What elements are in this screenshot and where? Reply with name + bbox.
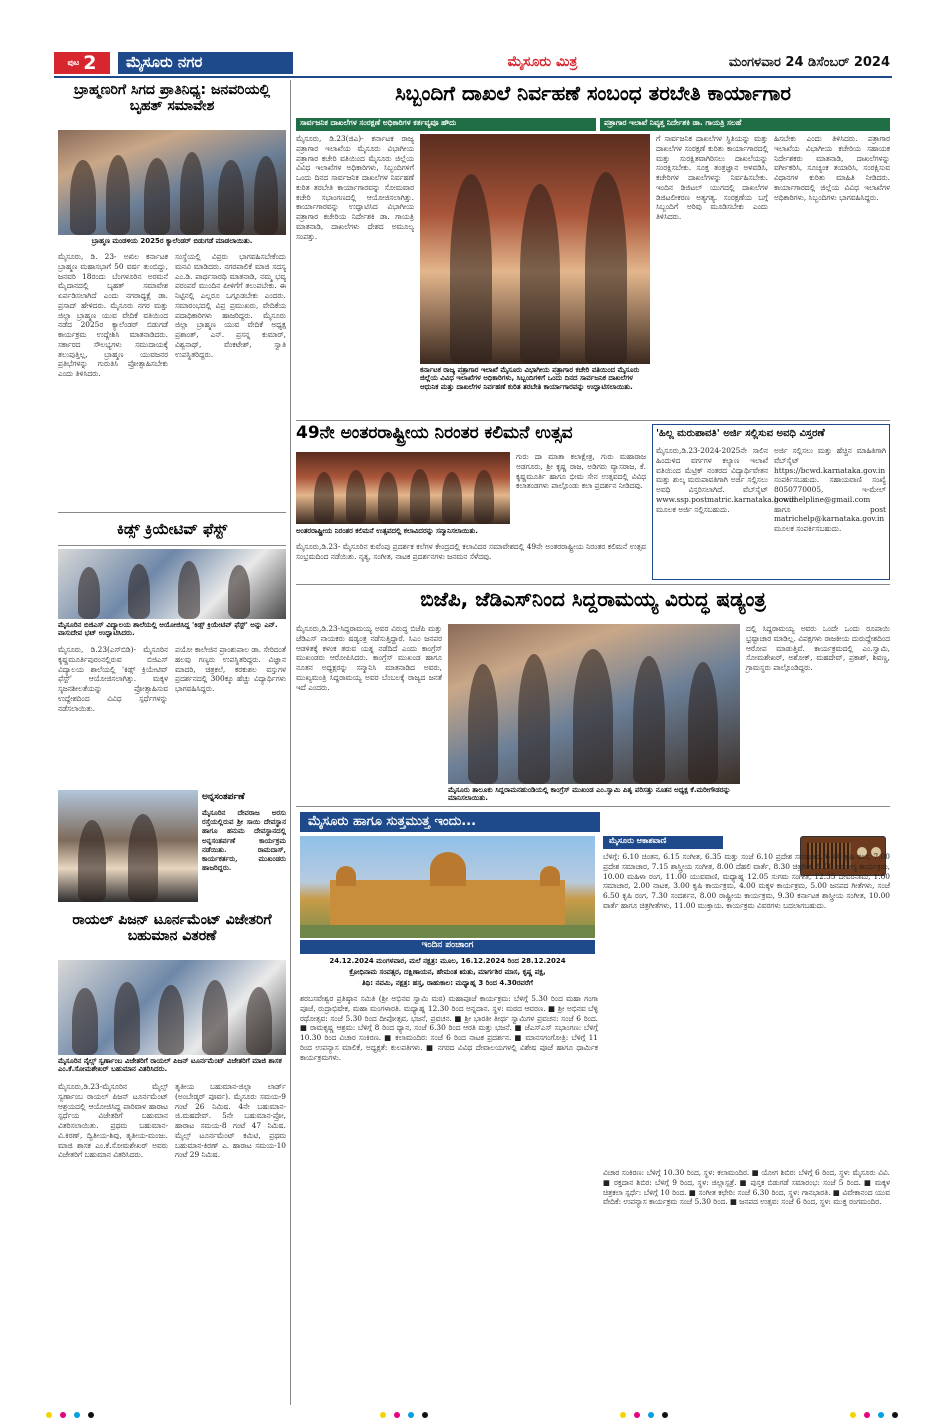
story3-headline: 49ನೇ ಅಂತರರಾಷ್ಟ್ರೀಯ ನಿರಂತರ ಕಲಿಮನೆ ಉತ್ಸವ: [296, 423, 573, 443]
story8-headline: ಬಿಜೆಪಿ, ಜೆಡಿಎಸ್‌ನಿಂದ ಸಿದ್ದರಾಮಯ್ಯ ವಿರುದ್ಧ ಷಡ್ಯಂತ್ರ: [420, 587, 766, 611]
issue-date: ಮಂಗಳವಾರ 24 ಡಿಸೆಂಬರ್ 2024: [728, 54, 890, 70]
divider: [296, 584, 890, 585]
panchanga-line1: 24.12.2024 ಮಂಗಳವಾರ, ಮಲೆ ನಕ್ಷತ್ರ: ಮೂಲ, 16.12.2024 ರಿಂದ 28.12.2024: [329, 957, 566, 965]
story2-col1: ಮೈಸೂರು, ಡಿ.23(ಜಿಎ)- ಕರ್ನಾಟಕ ರಾಜ್ಯ ಪತ್ರಾಗಾರ ಇಲಾಖೆಯ ಮೈಸೂರು ವಿಭಾಗೀಯ ಪತ್ರಾಗಾರ ಕಚೇರಿ ವತಿಯಿಂದ ಮೈಸೂರು ಜಿಲ್ಲೆಯ ವಿವಿಧ ಇಲಾಖೆಗಳ ಅಧಿಕಾರಿಗಳು, ಸಿಬ್ಬಂದಿಗಳಿಗೆ ಒಂದು ದಿನದ ಸಾರ್ವಜನಿಕ ದಾಖಲೆಗಳ ನಿರ್ವಹಣೆ ಕುರಿತ ತರಬೇತಿ ಕಾರ್ಯಾಗಾರವನ್ನು ಸೋಮವಾರ ಕಚೇರಿ ಸಭಾಂಗಣದಲ್ಲಿ ಆಯೋಜಿಸಲಾಗಿತ್ತು. ಕಾರ್ಯಾಗಾರವನ್ನು ಉದ್ಘಾಟಿಸಿದ ವಿಭಾಗೀಯ ಪತ್ರಾಗಾರ ಕಚೇರಿಯ ನಿರ್ದೇಶಕಿ ಡಾ. ಗಾಯತ್ರಿ ಮಾತನಾಡಿ, ದಾಖಲೆಗಳು ದೇಶದ ಅಮೂಲ್ಯ ಸಂಪತ್ತು.: [296, 134, 414, 241]
today-bottom-right: ವಿಚಾರ ಸಂಕಿರಣ: ಬೆಳಿಗ್ಗೆ 10.30 ರಿಂದ, ಸ್ಥಳ: ಕಲಾಮಂದಿರ. ■ ಯೋಗ ಶಿಬಿರ: ಬೆಳಿಗ್ಗೆ 6 ರಿಂದ, ಸ್ಥಳ: ಮೈಸೂರು ವಿವಿ. ■ ರಕ್ತದಾನ ಶಿಬಿರ: ಬೆಳಿಗ್ಗೆ 9 ರಿಂದ, ಸ್ಥಳ: ಜಿಲ್ಲಾಸ್ಪತ್ರೆ. ■ ಪುಸ್ತಕ ಬಿಡುಗಡೆ ಸಮಾರಂಭ: ಸಂಜೆ 5 ರಿಂದ. ■ ಮಕ್ಕಳ ಚಿತ್ರಕಲಾ ಸ್ಪರ್ಧೆ: ಬೆಳಿಗ್ಗೆ 10 ರಿಂದ. ■ ಸಂಗೀತ ಕಛೇರಿ: ಸಂಜೆ 6.30 ರಿಂದ, ಸ್ಥಳ: ಗಾನಭಾರತಿ. ■ ವಿವೇಕಾನಂದ ಯುವ ವೇದಿಕೆ: ಉಪನ್ಯಾಸ ಕಾರ್ಯಕ್ರಮ ಸಂಜೆ 5.30 ರಿಂದ. ■ ಜನಪದ ಉತ್ಸವ: ಸಂಜೆ 6 ರಿಂದ, ಸ್ಥಳ: ಮುಕ್ತ ರಂಗಮಂದಿರ.: [603, 1168, 890, 1207]
page-number: 2: [83, 51, 97, 74]
story3-col1: ಗುರು ದಾ ಮಾತಾ ಕಲಾಕ್ಷೇತ್ರ, ಗುರು ಮಹಾರಾಜ ಅಡಗೂರು, ಶ್ರೀ ಕೃಷ್ಣ ರಾಜ, ಅಡಿಗರು ವ್ಯಾಸರಾಜ, ಕೆ. ಕೃಷ್ಣಮೂರ್ತಿ ಹಾಗೂ ಭೀಮ ಸೇನ ಉತ್ಸವದಲ್ಲಿ ವಿವಿಧ ಕಲಾತಂಡಗಳು ಪಾಲ್ಗೊಂಡು ಕಲಾ ಪ್ರದರ್ಶನ ನೀಡಿದವು.: [516, 452, 646, 491]
story6-body: ಮೈಸೂರಿನ ದೇವರಾಜ ಅರಸು ರಸ್ತೆಯಲ್ಲಿರುವ ಶ್ರೀ ಸಾಯಿ ದೇವಸ್ಥಾನ ಹಾಗೂ ಹನುಮ ದೇವಸ್ಥಾನದಲ್ಲಿ ಅನ್ನಸಂತರ್ಪಣೆ ಕಾರ್ಯಕ್ರಮ ನಡೆಯಿತು. ರಾಮದಾಸ್, ಕಾರ್ಯಕರ್ತರು, ಮುಖಂಡರು ಹಾಜರಿದ್ದರು.: [202, 808, 286, 873]
story5-headline: ಕಿಡ್ಸ್ ಕ್ರಿಯೇಟಿವ್ ಫೆಸ್ಟ್: [58, 512, 286, 546]
story7-headline: ರಾಯಲ್ ಪಿಜನ್ ಟೂರ್ನಮೆಂಟ್ ವಿಜೇತರಿಗೆ ಬಹುಮಾನ ವಿತರಣೆ: [72, 912, 272, 945]
story4-col1: ಮೈಸೂರು,ಡಿ.23-2024-2025ನೇ ಸಾಲಿನ ಹಿಂದುಳಿದ ವರ್ಗಗಳ ಕಲ್ಯಾಣ ಇಲಾಖೆ ವತಿಯಿಂದ ಮೆಟ್ರಿಕ್ ನಂತರದ ವಿದ್ಯಾರ್ಥಿವೇತನ ಮತ್ತು ಶುಲ್ಕ ಮರುಪಾವತಿಗಾಗಿ ಅರ್ಜಿ ಸಲ್ಲಿಸಲು ಅವಧಿ ವಿಸ್ತರಿಸಲಾಗಿದೆ. ವೆಬ್‌ಸೈಟ್ www.ssp.postmatric.karnataka.gov.in ಮೂಲಕ ಅರ್ಜಿ ಸಲ್ಲಿಸಬಹುದು.: [656, 446, 796, 514]
page-number-badge: [54, 52, 110, 74]
radio-title: ಮೈಸೂರು ಆಕಾಶವಾಣಿ: [603, 836, 723, 849]
story7-caption: ಮೈಸೂರಿನ ನೈಲ್ಸ್ ಸ್ವರ್ಣಾಂಬ ವಿಜೇತರಿಗೆ ರಾಯಲ್ ಪಿಜನ್ ಟೂರ್ನಮೆಂಟ್ ವಿಜೇತರಿಗೆ ಮಾಜಿ ಶಾಸಕ ಎಂ.ಕೆ.ಸೋಮಶೇಖರ್ ಬಹುಮಾನ ವಿತರಿಸಿದರು.: [58, 1057, 282, 1074]
today-events: ಶರಬಸವೇಶ್ವರ ಪ್ರತಿಷ್ಠಾನ ಸಮಿತಿ (ಶ್ರೀ ಅಭಿನವ ಸ್ವಾಮಿ ಮಠ) ಮಹಾಪೂಜೆ ಕಾರ್ಯಕ್ರಮ: ಬೆಳಿಗ್ಗೆ 5.30 ರಿಂದ ಮಹಾ ಗಂಗಾ ಪೂಜೆ, ರುದ್ರಾಭಿಷೇಕ, ಮಹಾ ಮಂಗಳಾರತಿ. ಮಧ್ಯಾಹ್ನ 12.30 ರಿಂದ ಅನ್ನದಾನ. ಸ್ಥಳ: ಮಠದ ಆವರಣ. ■ ಶ್ರೀ ಅಭಿನವ ಬೆಳ್ಳಿ ರಥೋತ್ಸವ: ಸಂಜೆ 5.30 ರಿಂದ ದೀಪೋತ್ಸವ, ಭಜನೆ, ಪ್ರವಚನ. ■ ಶ್ರೀ ಭಾರತೀ ತೀರ್ಥ ಸ್ವಾಮಿಗಳ ಪ್ರವಚನ: ಸಂಜೆ 6 ರಿಂದ. ■ ರಾಮಕೃಷ್ಣ ಆಶ್ರಮ: ಬೆಳಿಗ್ಗೆ 8 ರಿಂದ ಧ್ಯಾನ, ಸಂಜೆ 6.30 ರಿಂದ ಆರತಿ ಮತ್ತು ಭಜನೆ. ■ ಜೆಎಸ್‌ಎಸ್ ಸಭಾಂಗಣ: ಬೆಳಿಗ್ಗೆ 10.30 ರಿಂದ ವಿಚಾರ ಸಂಕಿರಣ. ■ ಕಲಾಮಂದಿರ: ಸಂಜೆ 6 ರಿಂದ ನಾಟಕ ಪ್ರದರ್ಶನ. ■ ಮಾನಸಗಂಗೋತ್ರಿ: ಬೆಳಿಗ್ಗೆ 11 ರಿಂದ ಉಪನ್ಯಾಸ ಮಾಲಿಕೆ, ಅಧ್ಯಕ್ಷತೆ: ಕುಲಪತಿಗಳು. ■ ನಗರದ ವಿವಿಧ ದೇವಾಲಯಗಳಲ್ಲಿ ವಿಶೇಷ ಪೂಜೆ ಹಾಗೂ ಧಾರ್ಮಿಕ ಕಾರ್ಯಕ್ರಮಗಳು.: [300, 994, 598, 1062]
panchanga-line3: ತಿಥಿ: ನವಮಿ, ನಕ್ಷತ್ರ: ಹಸ್ತ, ರಾಹುಕಾಲ: ಮಧ್ಯಾಹ್ನ 3 ರಿಂದ 4.30ರವರೆಗೆ: [362, 979, 533, 987]
header-rule: [54, 76, 892, 78]
story7-photo: [58, 960, 286, 1055]
print-registration-dots: [0, 1410, 945, 1420]
story5-col2: ಪಯೋ ಕಾಲೇಜಿನ ಪ್ರಾಂಶುಪಾಲ ಡಾ. ಸೇರಿದಂತೆ ಹಲವು ಗಣ್ಯರು ಉಪಸ್ಥಿತರಿದ್ದರು. ವಿಜ್ಞಾನ ಮಾದರಿ, ಚಿತ್ರಕಲೆ, ಕರಕುಶಲ ವಸ್ತುಗಳ ಪ್ರದರ್ಶನದಲ್ಲಿ 300ಕ್ಕೂ ಹೆಚ್ಚು ವಿದ್ಯಾರ್ಥಿಗಳು ಭಾಗವಹಿಸಿದ್ದರು.: [175, 645, 286, 694]
story8-col1: ಮೈಸೂರು,ಡಿ.23-ಸಿದ್ದರಾಮಯ್ಯ ಅವರ ವಿರುದ್ಧ ಬಿಜೆಪಿ ಮತ್ತು ಜೆಡಿಎಸ್ ನಾಯಕರು ಷಡ್ಯಂತ್ರ ನಡೆಸುತ್ತಿದ್ದಾರೆ. ಸಿಎಂ ಜನಪರ ಆಡಳಿತಕ್ಕೆ ಕಳಂಕ ತರುವ ಯತ್ನ ನಡೆದಿದೆ ಎಂದು ಕಾಂಗ್ರೆಸ್ ಮುಖಂಡರು ಆರೋಪಿಸಿದರು. ಕಾಂಗ್ರೆಸ್ ಮುಖಂಡ ಹಾಗೂ ನೂತನ ಅಧ್ಯಕ್ಷರನ್ನು ಸನ್ಮಾನಿಸಿ ಮಾತನಾಡಿದ ಅವರು, ಮುಖ್ಯಮಂತ್ರಿ ಸಿದ್ದರಾಮಯ್ಯ ಅವರ ಬೆಂಬಲಕ್ಕೆ ರಾಜ್ಯದ ಜನತೆ ಇದೆ ಎಂದರು.: [296, 624, 442, 692]
section-title: ಮೈಸೂರು ನಗರ: [118, 52, 293, 74]
story2-sub1: ಸಾರ್ವಜನಿಕ ದಾಖಲೆಗಳ ಸಂರಕ್ಷಣೆ ಅಧಿಕಾರಿಗಳ ಕರ್ತವ್ಯವೂ ಹೌದು: [296, 118, 596, 131]
story1-caption: ಬ್ರಾಹ್ಮಣ ಮಂಡಳಿಯ 2025ರ ಕ್ಯಾಲೆಂಡರ್ ಬಿಡುಗಡೆ ಮಾಡಲಾಯಿತು.: [91, 237, 253, 245]
page-word: ಪುಟ: [67, 57, 80, 67]
story5-col1: ಮೈಸೂರು, ಡಿ.23(ಎಸ್‌ಬಿಡಿ)- ಮೈಸೂರಿನ ಕೃಷ್ಣಮೂರ್ತಿಪುರಂನಲ್ಲಿರುವ ಬಿಜಿಎಸ್ ವಿದ್ಯಾಲಯ ಶಾಲೆಯಲ್ಲಿ 'ಕಿಡ್ಸ್ ಕ್ರಿಯೇಟಿವ್ ಫೆಸ್ಟ್' ಆಯೋಜಿಸಲಾಗಿತ್ತು. ಮಕ್ಕಳ ಸೃಜನಶೀಲತೆಯನ್ನು ಪ್ರೋತ್ಸಾಹಿಸುವ ಉದ್ದೇಶದಿಂದ ವಿವಿಧ ಸ್ಪರ್ಧೆಗಳನ್ನು ನಡೆಸಲಾಯಿತು.: [58, 645, 168, 713]
story2-sub2: ಪತ್ರಾಗಾರ ಇಲಾಖೆ ನಿವೃತ್ತ ನಿರ್ದೇಶಕಿ ಡಾ. ಗಾಯತ್ರಿ ಸಲಹೆ: [600, 118, 890, 131]
panchanga-line2: ಕ್ರೋಧಿನಾಮ ಸಂವತ್ಸರ, ದಕ್ಷಿಣಾಯನ, ಹೇಮಂತ ಋತು, ಮಾರ್ಗಶಿರ ಮಾಸ, ಕೃಷ್ಣ ಪಕ್ಷ,: [349, 968, 546, 976]
story7-col1: ಮೈಸೂರು,ಡಿ.23-ಮೈಸೂರಿನ ಮೈಲ್ಸ್ ಸ್ವರ್ಣಾಂಬ ರಾಯಲ್ ಪಿಜನ್ ಟೂರ್ನಮೆಂಟ್ ಆಶ್ರಯದಲ್ಲಿ ಆಯೋಜಿಸಿದ್ದ ಪಾರಿವಾಳ ಹಾರಾಟ ಸ್ಪರ್ಧೆಯ ವಿಜೇತರಿಗೆ ಬಹುಮಾನ ವಿತರಿಸಲಾಯಿತು. ಪ್ರಥಮ ಬಹುಮಾನ-ವಿ.ಕಿರಣ್, ದ್ವಿತೀಯ-ಶಿವು, ತೃತೀಯ-ಮಂಜು. ಮಾಜಿ ಶಾಸಕ ಎಂ.ಕೆ.ಸೋಮಶೇಖರ್ ಅವರು ವಿಜೇತರಿಗೆ ಬಹುಮಾನ ವಿತರಿಸಿದರು.: [58, 1082, 168, 1160]
divider: [296, 806, 890, 807]
divider: [296, 420, 890, 421]
story2-col3: ಗೆ ಸಾರ್ವಜನಿಕ ದಾಖಲೆಗಳ ಸ್ಥಿತಿಯನ್ನು ಮತ್ತು ದಾಖಲೆಗಳ ಸಂರಕ್ಷಣೆ ಕುರಿತು ಕಾರ್ಯಾಗಾರದಲ್ಲಿ ಮತ್ತು ಸುರಕ್ಷಿತವಾಗಿರಿಸಲು ದಾಖಲೆಯನ್ನು ಸಂರಕ್ಷಿಸಬೇಕು. ಸೂಕ್ತ ತಂತ್ರಜ್ಞಾನ ಅಳವಡಿಸಿ, ಕಚೇರಿಗಳ ದಾಖಲೆಗಳನ್ನು ನಿರ್ವಹಿಸಬೇಕು. ಇಂದಿನ ಡಿಜಿಟಲ್ ಯುಗದಲ್ಲಿ ದಾಖಲೆಗಳ ಡಿಜಿಟಲೀಕರಣ ಅತ್ಯಗತ್ಯ. ಸಂರಕ್ಷಣೆಯ ಬಗ್ಗೆ ಸಿಬ್ಬಂದಿಗೆ ಅರಿವು ಮೂಡಿಸಬೇಕು ಎಂದು ತಿಳಿಸಿದರು.: [656, 134, 768, 222]
story5-photo: [58, 549, 286, 619]
story8-col2: ದಲ್ಲಿ ಸಿದ್ದರಾಮಯ್ಯ ಅವರು ಒಂದೇ ಒಂದು ರೂಪಾಯಿ ಭ್ರಷ್ಟಾಚಾರ ಮಾಡಿಲ್ಲ. ವಿಪಕ್ಷಗಳು ರಾಜಕೀಯ ದುರುದ್ದೇಶದಿಂದ ಆರೋಪ ಮಾಡುತ್ತಿವೆ. ಕಾರ್ಯಕ್ರಮದಲ್ಲಿ ಎಂ.ಸ್ವಾಮಿ, ಸೋಮಶೇಖರ್, ಅಶೋಕ್, ಮಹದೇವ್, ಪ್ರಕಾಶ್, ಶಿವಣ್ಣ, ಗ್ರಾಮಸ್ಥರು ಪಾಲ್ಗೊಂಡಿದ್ದರು.: [746, 624, 890, 673]
story1-col2: ಸಂಸ್ಥೆಯಲ್ಲಿ ವಿಪ್ರರು ಭಾಗವಹಿಸಬೇಕೆಂದು ಮನವಿ ಮಾಡಿದರು. ನಗರಪಾಲಿಕೆ ಮಾಜಿ ಸದಸ್ಯ ಎಂ.ಡಿ. ಪಾರ್ಥಸಾರಥಿ ಮಾತನಾಡಿ, ನಮ್ಮ ಭವ್ಯ ಪರಂಪರೆ ಮುಂದಿನ ಪೀಳಿಗೆಗೆ ತಲುಪಬೇಕು. ಈ ನಿಟ್ಟಿನಲ್ಲಿ ಎಲ್ಲರೂ ಒಗ್ಗೂಡಬೇಕು ಎಂದರು. ಸಮಾರಂಭದಲ್ಲಿ ವಿಪ್ರ ಪ್ರಮುಖರು, ವೇದಿಕೆಯ ಪದಾಧಿಕಾರಿಗಳು ಹಾಜರಿದ್ದರು. ಮೈಸೂರು ಜಿಲ್ಲಾ ಬ್ರಾಹ್ಮಣ ಯುವ ವೇದಿಕೆ ಅಧ್ಯಕ್ಷ ಪ್ರಶಾಂತ್, ಎನ್. ಪ್ರಸನ್ನ ಕುಮಾರ್, ವಿಶ್ವನಾಥ್, ವೆಂಕಟೇಶ್, ಸ್ವಾತಿ ಉಪಸ್ಥಿತರಿದ್ದರು.: [175, 252, 286, 359]
story2-headline: ಸಿಬ್ಬಂದಿಗೆ ದಾಖಲೆ ನಿರ್ವಹಣೆ ಸಂಬಂಧ ತರಬೇತಿ ಕಾರ್ಯಾಗಾರ: [395, 81, 791, 105]
story2-col4: ಹಿಸಬೇಕು ಎಂದು ತಿಳಿಸಿದರು. ಪತ್ರಾಗಾರ ಇಲಾಖೆಯ ವಿಭಾಗೀಯ ಕಚೇರಿಯ ಸಹಾಯಕ ನಿರ್ದೇಶಕರು ಮಾತನಾಡಿ, ದಾಖಲೆಗಳನ್ನು ವರ್ಗೀಕರಿಸಿ, ಸೂಚ್ಯಂಕ ತಯಾರಿಸಿ, ಸಂರಕ್ಷಿಸುವ ವಿಧಾನಗಳ ಕುರಿತು ಮಾಹಿತಿ ನೀಡಿದರು. ಕಾರ್ಯಾಗಾರದಲ್ಲಿ ಜಿಲ್ಲೆಯ ವಿವಿಧ ಇಲಾಖೆಗಳ ಅಧಿಕಾರಿಗಳು, ಸಿಬ್ಬಂದಿಗಳು ಭಾಗವಹಿಸಿದ್ದರು.: [774, 134, 890, 202]
story1-photo: [58, 130, 286, 235]
story2-caption: ಕರ್ನಾಟಕ ರಾಜ್ಯ ಪತ್ರಾಗಾರ ಇಲಾಖೆ ಮೈಸೂರು ವಿಭಾಗೀಯ ಪತ್ರಾಗಾರ ಕಚೇರಿ ವತಿಯಿಂದ ಮೈಸೂರು ಜಿಲ್ಲೆಯ ವಿವಿಧ ಇಲಾಖೆಗಳ ಅಧಿಕಾರಿಗಳು, ಸಿಬ್ಬಂದಿಗಳಿಗೆ ಒಂದು ದಿನದ ಸಾರ್ವಜನಿಕ ದಾಖಲೆಗಳ ಆಧುನಿಕ ಮತ್ತು ದಾಖಲೆಗಳ ನಿರ್ವಹಣೆ ಕುರಿತ ತರಬೇತಿ ಕಾರ್ಯಾಗಾರವನ್ನು ಉದ್ಘಾಟಿಸಲಾಯಿತು.: [420, 366, 640, 391]
masthead: ಮೈಸೂರು ಮಿತ್ರ: [507, 54, 578, 71]
story6-headline: ಅನ್ನಸಂತರ್ಪಣೆ: [202, 792, 245, 802]
story3-col2: ಮೈಸೂರು,ಡಿ.23- ಮೈಸೂರಿನ ಕುವೆಂಪು ಪ್ರದರ್ಶಕ ಕಲೆಗಳ ಕೇಂದ್ರದಲ್ಲಿ ಕಲಾವಿದರ ಸಮಾವೇಶದಲ್ಲಿ 49ನೇ ಅಂತರರಾಷ್ಟ್ರೀಯ ನಿರಂತರ ಕಲಿಮನೆ ಉತ್ಸವ ಸಂಭ್ರಮದಿಂದ ನಡೆಯಿತು. ನೃತ್ಯ, ಸಂಗೀತ, ನಾಟಕ ಪ್ರದರ್ಶನಗಳು ಜನಮನ ಸೆಳೆದವು.: [296, 542, 646, 561]
story5-caption: ಮೈಸೂರಿನ ಬಿಜಿಎಸ್ ವಿದ್ಯಾಲಯ ಶಾಲೆಯಲ್ಲಿ ಆಯೋಜಿಸಿದ್ದ 'ಕಿಡ್ಸ್ ಕ್ರಿಯೇಟಿವ್ ಫೆಸ್ಟ್' ಅನ್ನು ಎನ್. ವಾಸುದೇವ ಭಟ್ ಉದ್ಘಾಟಿಸಿದರು.: [58, 621, 278, 638]
radio-schedule: ಬೆಳಿಗ್ಗೆ: 6.10 ಚಿಂತನ, 6.15 ಸಂಗೀತ, 6.35 ಮತ್ತು ಸಂಜೆ 6.10 ಪ್ರದೇಶ ಸಮಾಚಾರ, 6.40 ಕೃಷಿ ರಂಗ, 7.00 ಪ್ರದೇಶ ಸಮಾಚಾರ, 7.15 ಶಾಸ್ತ್ರೀಯ ಸಂಗೀತ, 8.00 ದೆಹಲಿ ವಾರ್ತೆ, 8.30 ಚಿತ್ರಗೀತೆ, 9.00 ಆರೋಗ್ಯ ಕಾರ್ಯಕ್ರಮ, 10.00 ಮಹಿಳಾ ರಂಗ, 11.00 ಯುವವಾಣಿ, ಮಧ್ಯಾಹ್ನ 12.05 ಸುಗಮ ಸಂಗೀತ, 12.35 ದೇವರನಾಮ, 1.00 ಸಮಾಚಾರ, 2.00 ನಾಟಕ, 3.00 ಕೃಷಿ ಕಾರ್ಯಕ್ರಮ, 4.00 ಮಕ್ಕಳ ಕಾರ್ಯಕ್ರಮ, 5.00 ಜನಪದ ಗೀತೆಗಳು, ಸಂಜೆ 6.50 ಕೃಷಿ ರಂಗ, 7.30 ಸಂದರ್ಶನ, 8.00 ರಾಷ್ಟ್ರೀಯ ಕಾರ್ಯಕ್ರಮ, 9.30 ಕರ್ನಾಟಕ ಶಾಸ್ತ್ರೀಯ ಸಂಗೀತ, 10.00 ವಾರ್ತೆ ಹಾಗೂ ಚಿತ್ರಗೀತೆಗಳು, 11.00 ಮುಕ್ತಾಯ. ಕಾರ್ಯಕ್ರಮ ವಿವರಗಳು ಬದಲಾಗಬಹುದು.: [603, 852, 890, 910]
story4-headline: 'ಹಿಲ್ಲ ಮರುಪಾವತಿ' ಅರ್ಜಿ ಸಲ್ಲಿಸುವ ಅವಧಿ ವಿಸ್ತರಣೆ: [656, 428, 825, 439]
today-banner: ಮೈಸೂರು ಹಾಗೂ ಸುತ್ತಮುತ್ತ ಇಂದು...: [300, 812, 600, 832]
story4-col2: ಅರ್ಜಿ ಸಲ್ಲಿಸಲು ಮತ್ತು ಹೆಚ್ಚಿನ ಮಾಹಿತಿಗಾಗಿ ವೆಬ್‌ಸೈಟ್ https://bcwd.karnataka.gov.in ಸಂಪರ್ಕಿಸಬಹುದು. ಸಹಾಯವಾಣಿ ಸಂಖ್ಯೆ 8050770005, ಇ-ಮೇಲ್ bcwdhelpline@gmail.com ಹಾಗೂ post matrichelp@karnataka.gov.in ಮೂಲಕ ಸಂಪರ್ಕಿಸಬಹುದು.: [774, 446, 886, 534]
story8-photo: [448, 624, 740, 784]
story1-headline: ಬ್ರಾಹ್ಮಣರಿಗೆ ಸಿಗದ ಪ್ರಾತಿನಿಧ್ಯ: ಜನವರಿಯಲ್ಲಿ ಬೃಹತ್ ಸಮಾವೇಶ: [73, 82, 271, 115]
story3-photo: [296, 452, 510, 524]
panchanga-title: ಇಂದಿನ ಪಂಚಾಂಗ: [300, 940, 595, 954]
story7-col2: ತೃತೀಯ ಬಹುಮಾನ-ಜಿಲ್ಲಾ ಲಾರ್ಡ್ (ಅಂಬೇಡ್ಕರ್ ಪೂರ್ವ). ಮೈಸೂರು ಸಮಯ-9 ಗಂಟೆ 26 ನಿಮಿಷ. 4ನೇ ಬಹುಮಾನ-ಜಿ.ಮಹದೇವ್. 5ನೇ ಬಹುಮಾನ-ಪ್ರೋ, ಹಾರಾಟ ಸಮಯ-8 ಗಂಟೆ 47 ನಿಮಿಷ. ಮೈಲ್ಸ್ ಟೂರ್ನಮೆಂಟ್ ಕಮಿಟಿ, ಪ್ರಥಮ ಬಹುಮಾನ-ಕಿರಣ್ ಎ. ಹಾರಾಟ ಸಮಯ-10 ಗಂಟೆ 29 ನಿಮಿಷ.: [175, 1082, 286, 1160]
story6-photo: [58, 790, 198, 902]
story2-photo: [420, 134, 650, 364]
palace-photo: [300, 836, 595, 938]
story8-caption: ಮೈಸೂರು ತಾಲೂಕು ಸಿದ್ದರಾಮನಹುಂಡಿಯಲ್ಲಿ ಕಾಂಗ್ರೆಸ್ ಮುಖಂಡ ಎಂ.ಸ್ವಾಮಿ ಪಿತೃ ಪರಿಸತ್ತು ನೂತನ ಅಧ್ಯಕ್ಷ ಕೆ.ಮರೀಗೌಡರನ್ನು ಮಾನಿಸಲಾಯಿತು.: [448, 786, 731, 803]
column-divider: [290, 80, 291, 1405]
story1-col1: ಮೈಸೂರು, ಡಿ. 23- ಅಖಿಲ ಕರ್ನಾಟಕ ಬ್ರಾಹ್ಮಣ ಮಹಾಸಭಾಗೆ 50 ವರ್ಷ ತುಂಬಿದ್ದು, ಜನವರಿ 18ರಂದು ಬೆಂಗಳೂರಿನ ಅರಮನೆ ಮೈದಾನದಲ್ಲಿ ಬೃಹತ್ ಸಮಾವೇಶ ಏರ್ಪಡಿಸಲಾಗಿದೆ ಎಂದು ನಗರಾಧ್ಯಕ್ಷೆ ಡಾ. ಪ್ರಸಾದ್ ಹೇಳಿದರು. ಮೈಸೂರು ನಗರ ಮತ್ತು ಜಿಲ್ಲಾ ಬ್ರಾಹ್ಮಣ ಯುವ ವೇದಿಕೆ ವತಿಯಿಂದ ನಡೆದ 2025ರ ಕ್ಯಾಲೆಂಡರ್ ಬಿಡುಗಡೆ ಕಾರ್ಯಕ್ರಮ ಉದ್ದೇಶಿಸಿ ಮಾತನಾಡಿದರು. ಸರ್ಕಾರದ ಸೌಲಭ್ಯಗಳು ಸಮುದಾಯಕ್ಕೆ ತಲುಪುತ್ತಿಲ್ಲ, ಬ್ರಾಹ್ಮಣ ಯುವಜನರ ಪ್ರತಿಭೆಗಳನ್ನು ಗುರುತಿಸಿ ಪ್ರೋತ್ಸಾಹಿಸಬೇಕು ಎಂದು ತಿಳಿಸಿದರು.: [58, 252, 168, 379]
story3-caption: ಅಂತರರಾಷ್ಟ್ರೀಯ ನಿರಂತರ ಕಲಿಮನೆ ಉತ್ಸವದಲ್ಲಿ ಕಲಾವಿದರನ್ನು ಸನ್ಮಾನಿಸಲಾಯಿತು.: [296, 527, 478, 535]
